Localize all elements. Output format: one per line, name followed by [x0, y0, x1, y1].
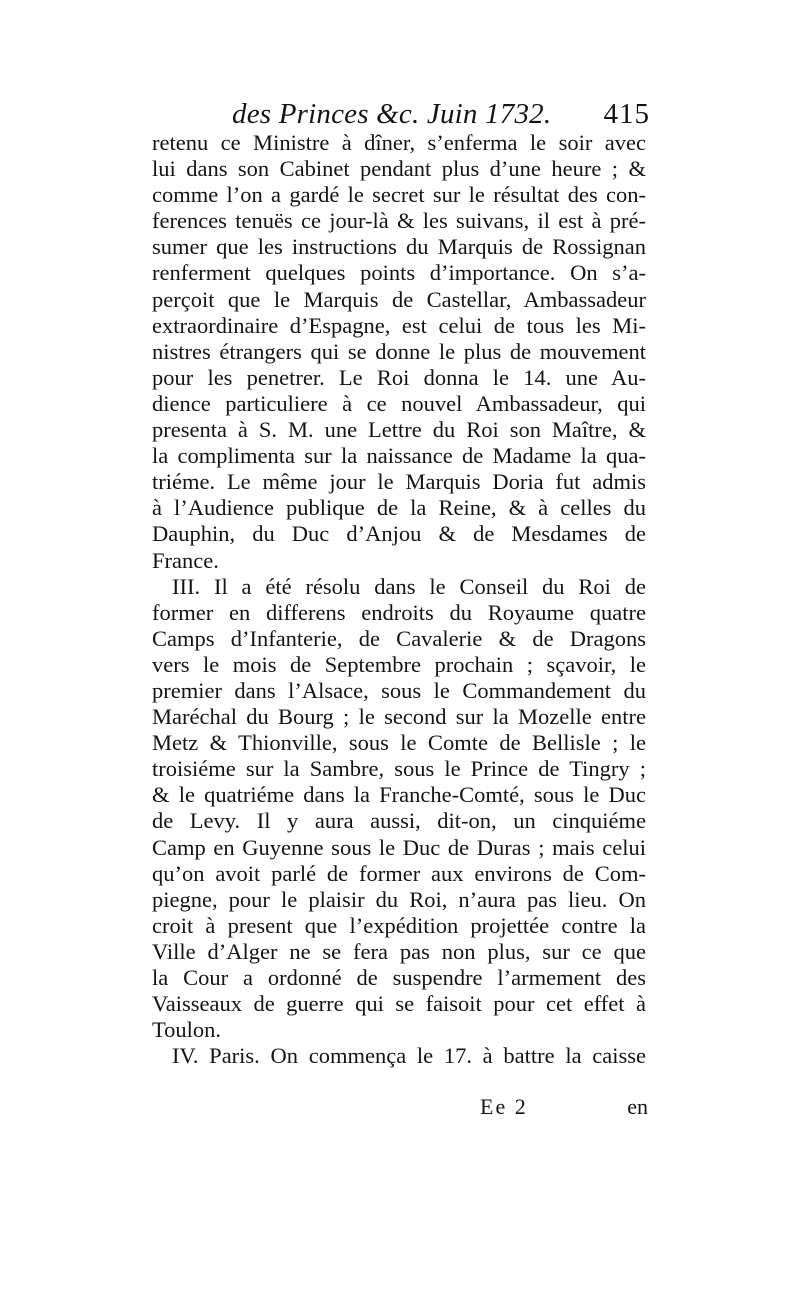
- text-line: troisiéme sur la Sambre, sous le Prince de Tingry ;: [152, 756, 646, 782]
- text-line: lui dans son Cabinet pendant plus d’une heure ; &: [152, 156, 646, 182]
- text-line: sumer que les instructions du Marquis de Rossignan: [152, 234, 646, 260]
- section-start-line: III. Il a été résolu dans le Conseil du Roi de: [172, 573, 646, 599]
- text-line: premier dans l’Alsace, sous le Commandement du: [152, 677, 646, 703]
- running-head: des Princes &c. Juin 1732.: [232, 98, 552, 130]
- text-line: comme l’on a gardé le secret sur le résultat des con-: [152, 182, 646, 208]
- text-line: ferences tenuës ce jour-là & les suivans, il est à pré-: [152, 208, 646, 234]
- text-line: triéme. Le même jour le Marquis Doria fut admis: [152, 469, 646, 495]
- text-line: Toulon.: [152, 1017, 222, 1043]
- page-number: 415: [603, 98, 650, 130]
- text-line: à l’Audience publique de la Reine, & à celles du: [152, 495, 646, 521]
- text-line: Maréchal du Bourg ; le second sur la Mozelle entre: [152, 704, 646, 730]
- text-line: nistres étrangers qui se donne le plus de mouvement: [152, 338, 646, 364]
- body-text: [152, 130, 646, 1069]
- catchword: en: [627, 1094, 648, 1119]
- page-footer: [150, 1094, 650, 1124]
- text-line: croit à present que l’expédition projettée contre la: [152, 912, 646, 938]
- text-line: former en differens endroits du Royaume quatre: [152, 599, 646, 625]
- text-line: Camps d’Infanterie, de Cavalerie & de Dragons: [152, 625, 646, 651]
- text-line: pour les penetrer. Le Roi donna le 14. une Au-: [152, 364, 646, 390]
- text-line: renferment quelques points d’importance. On s’a-: [152, 260, 646, 286]
- section-start-line: IV. Paris. On commença le 17. à battre la caisse: [172, 1043, 646, 1069]
- text-line: presenta à S. M. une Lettre du Roi son Maître, &: [152, 417, 646, 443]
- text-line: la complimenta sur la naissance de Madame la qua-: [152, 443, 646, 469]
- text-line: Ville d’Alger ne se fera pas non plus, sur ce que: [152, 938, 646, 964]
- text-line: perçoit que le Marquis de Castellar, Ambassadeur: [152, 286, 646, 312]
- text-line: de Levy. Il y aura aussi, dit-on, un cinquiéme: [152, 808, 646, 834]
- text-line: piegne, pour le plaisir du Roi, n’aura pas lieu. On: [152, 886, 646, 912]
- text-line: dience particuliere à ce nouvel Ambassadeur, qui: [152, 390, 646, 416]
- text-line: Vaisseaux de guerre qui se faisoit pour cet effet à: [152, 991, 646, 1017]
- text-line: Metz & Thionville, sous le Comte de Bellisle ; le: [152, 730, 646, 756]
- text-line: qu’on avoit parlé de former aux environs de Com-: [152, 860, 646, 886]
- text-line: vers le mois de Septembre prochain ; sçavoir, le: [152, 651, 646, 677]
- text-line: retenu ce Ministre à dîner, s’enferma le soir avec: [152, 130, 646, 155]
- text-line: Camp en Guyenne sous le Duc de Duras ; mais celui: [152, 834, 646, 860]
- text-line: France.: [152, 547, 219, 573]
- text-line: extraordinaire d’Espagne, est celui de tous les Mi-: [152, 312, 646, 338]
- text-line: & le quatriéme dans la Franche-Comté, sous le Duc: [152, 782, 646, 808]
- text-line: Dauphin, du Duc d’Anjou & de Mesdames de: [152, 521, 646, 547]
- signature-mark: Ee 2: [480, 1094, 528, 1119]
- text-line: la Cour a ordonné de suspendre l’armement des: [152, 965, 646, 990]
